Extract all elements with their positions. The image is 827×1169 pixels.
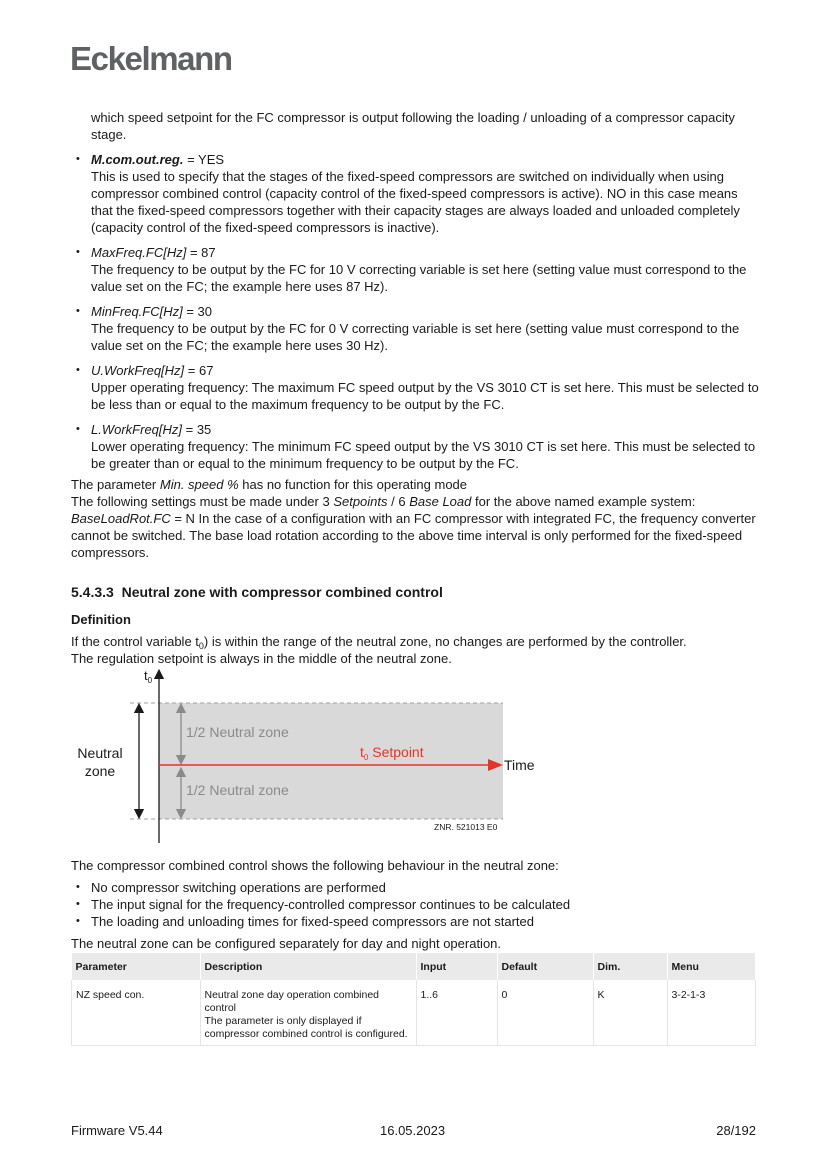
setting-value: = 30 bbox=[182, 304, 213, 319]
setting-value: = 67 bbox=[184, 363, 214, 378]
setting-description: The frequency to be output by the FC for 10 V correcting variable is set here (setting value must correspond to the value set on the FC; the example here uses 87 Hz). bbox=[91, 262, 747, 294]
min-speed-note bbox=[71, 476, 761, 493]
behaviour-item: • The input signal for the frequency-controlled compressor continues to be calculated bbox=[71, 896, 761, 913]
eckelmann-logo: Eckelmann bbox=[70, 40, 232, 77]
description-line: Neutral zone day operation combined control bbox=[204, 989, 380, 1014]
setting-description: The frequency to be output by the FC for 0 V correcting variable is set here (setting value must correspond to the value set on the FC; the example here uses 30 Hz). bbox=[91, 321, 740, 353]
setting-description: This is used to specify that the stages of the fixed-speed compressors are switched on individually when using compressor combined control (capacity control of the fixed-speed compressors is active). NO in this case means that the fixed-speed compressors together with their capacity stages are always loaded and unloaded completely (capacity control of the fixed-speed compressors is inactive). bbox=[91, 169, 740, 235]
note-menu-setpoints: Setpoints bbox=[333, 494, 388, 509]
definition-text-part: If the control variable t bbox=[71, 634, 199, 649]
definition-text-part: ) is within the range of the neutral zone, no changes are performed by the controller. bbox=[203, 634, 687, 649]
description-line: The parameter is only displayed if compressor combined control is configured. bbox=[204, 1015, 408, 1040]
setting-value: = 87 bbox=[186, 245, 216, 260]
subscript: 0 bbox=[198, 641, 204, 651]
setting-name: MaxFreq.FC[Hz] bbox=[91, 245, 187, 260]
setting-value: = YES bbox=[183, 152, 225, 167]
behaviour-list bbox=[71, 879, 761, 930]
behaviour-intro: The compressor combined control shows the following behaviour in the neutral zone: bbox=[71, 858, 559, 873]
setting-name: U.WorkFreq[Hz] bbox=[91, 363, 185, 378]
x-axis-label: Time bbox=[504, 757, 535, 773]
note-text: = N In the case of a configuration with an FC compressor with integrated FC, the frequency converter cannot be switched. The base load rotation according to the above time interval is only performed for the fixed-speed compressors. bbox=[71, 511, 756, 560]
half-zone-lower-label: 1/2 Neutral zone bbox=[186, 782, 289, 798]
setting-description: Upper operating frequency: The maximum FC speed output by the VS 3010 CT is set here. This must be selected to be less than or equal to the maximum frequency to be output by the FC. bbox=[91, 380, 759, 412]
note-text: The following settings must be made under 3 bbox=[71, 494, 334, 509]
section-heading: 5.4.3.3 Neutral zone with compressor combined control bbox=[71, 584, 443, 600]
setting-item bbox=[71, 362, 761, 413]
header-dim: Dim. bbox=[593, 953, 667, 980]
setting-name: MinFreq.FC[Hz] bbox=[91, 304, 183, 319]
y-axis-label: $t_0$ bbox=[144, 668, 153, 685]
settings-list bbox=[71, 151, 761, 472]
note-param: Min. speed % bbox=[159, 477, 239, 492]
note-text: for the above named example system: bbox=[471, 494, 696, 509]
setting-description: Lower operating frequency: The minimum FC speed output by the VS 3010 CT is set here. This must be selected to be greater than or equal to the minimum frequency to be output by the FC. bbox=[91, 439, 756, 471]
setting-name: L.WorkFreq[Hz] bbox=[91, 422, 183, 437]
note-text: has no function for this operating mode bbox=[238, 477, 468, 492]
neutral-zone-diagram bbox=[70, 668, 550, 848]
page-content bbox=[71, 109, 761, 667]
header-menu: Menu bbox=[667, 953, 756, 980]
base-load-note bbox=[71, 493, 761, 561]
behaviour-item: • No compressor switching operations are performed bbox=[71, 879, 761, 896]
header-input: Input bbox=[416, 953, 497, 980]
definition-text-part: The regulation setpoint is always in the middle of the neutral zone. bbox=[71, 651, 452, 666]
cell-parameter: NZ speed con. bbox=[72, 980, 201, 1046]
definition-heading: Definition bbox=[71, 612, 131, 627]
behaviour-section bbox=[71, 857, 761, 952]
setting-value: = 35 bbox=[182, 422, 212, 437]
table-header-row bbox=[72, 953, 756, 980]
header-default: Default bbox=[497, 953, 593, 980]
footer-page-number: 28/192 bbox=[716, 1123, 756, 1138]
neutral-zone-label: Neutral zone bbox=[77, 745, 123, 779]
cell-default: 0 bbox=[497, 980, 593, 1046]
definition-text bbox=[71, 633, 761, 667]
footer-date: 16.05.2023 bbox=[380, 1123, 446, 1138]
setting-item bbox=[71, 303, 761, 354]
neutral-zone-area bbox=[159, 703, 503, 819]
note-text: / 6 bbox=[387, 494, 410, 509]
header-description: Description bbox=[200, 953, 416, 980]
note-text: The parameter bbox=[71, 477, 160, 492]
drawing-number: ZNR. 521013 E0 bbox=[434, 822, 498, 832]
cell-dim: K bbox=[593, 980, 667, 1046]
setting-name: M.com.out.reg. bbox=[91, 152, 184, 167]
cell-menu: 3-2-1-3 bbox=[667, 980, 756, 1046]
table-row bbox=[72, 980, 756, 1046]
day-night-note: The neutral zone can be configured separately for day and night operation. bbox=[71, 936, 502, 951]
setting-item bbox=[71, 421, 761, 472]
setting-item bbox=[71, 151, 761, 236]
setting-item bbox=[71, 244, 761, 295]
header-parameter: Parameter bbox=[72, 953, 201, 980]
note-menu-base-load: Base Load bbox=[409, 494, 472, 509]
footer-firmware: Firmware V5.44 bbox=[71, 1123, 163, 1138]
note-param: BaseLoadRot.FC bbox=[71, 511, 171, 526]
behaviour-item: • The loading and unloading times for fixed-speed compressors are not started bbox=[71, 913, 761, 930]
parameter-table bbox=[71, 953, 756, 1046]
cell-input: 1..6 bbox=[416, 980, 497, 1046]
intro-continuation: which speed setpoint for the FC compressor is output following the loading / unloading of a compressor capacity stage. bbox=[91, 110, 735, 142]
half-zone-upper-label: 1/2 Neutral zone bbox=[186, 724, 289, 740]
cell-description bbox=[200, 980, 416, 1046]
setpoint-label: $t_0$ Setpoint bbox=[360, 744, 424, 762]
